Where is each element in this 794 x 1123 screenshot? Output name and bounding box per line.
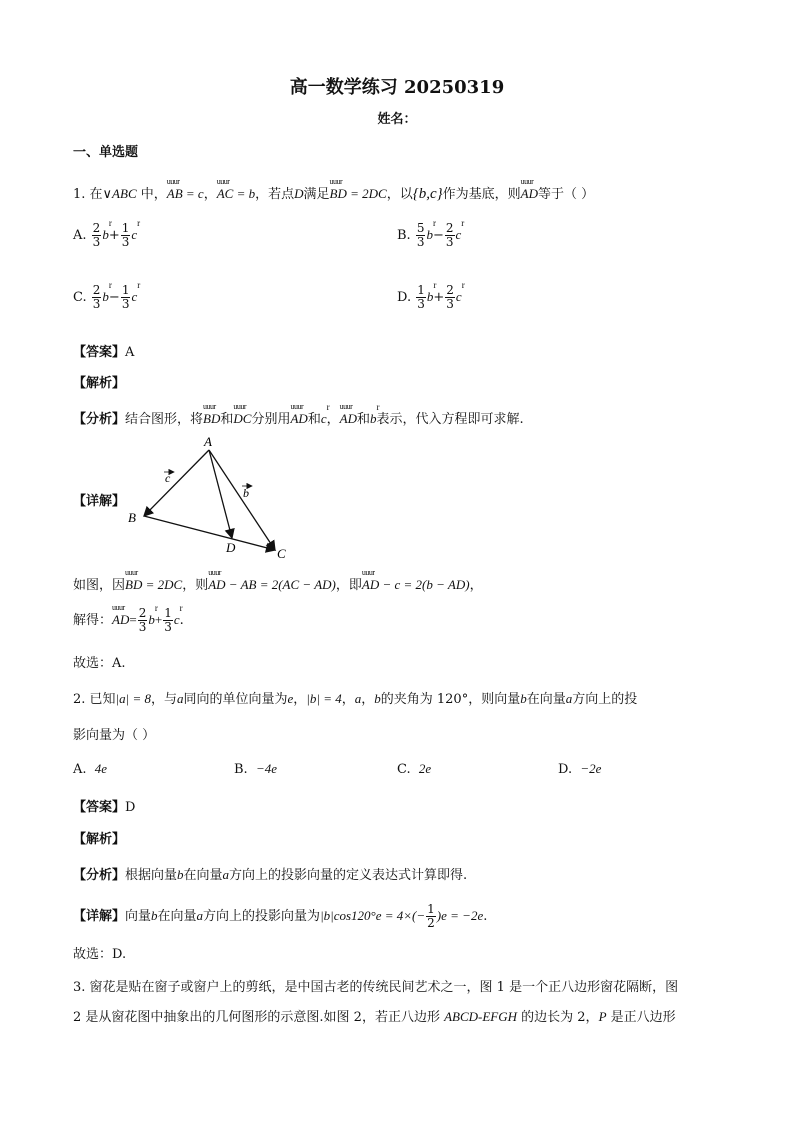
triangle-figure: [120, 432, 300, 564]
q1-option-a[interactable]: [73, 222, 137, 249]
q2-option-b[interactable]: B. −4e: [234, 761, 277, 777]
q3-stem-line2: 2 是从窗花图中抽象出的几何图形的示意图.如图 2，若正八边形 ABCD-EFGH 的边长为 2，P 是正八边形: [73, 1009, 676, 1025]
vector: r b: [102, 289, 109, 305]
q2-option-d[interactable]: D. −2e: [558, 761, 602, 777]
q1-point-d: D: [294, 186, 304, 201]
q1-vec-ad: uuur AD: [521, 186, 538, 202]
q2-choose: 故选：D.: [73, 947, 127, 962]
fraction: $\frac{2}{3}$: [92, 283, 101, 311]
operator: +: [108, 228, 120, 243]
label-c: C: [277, 546, 286, 561]
q2-answer: 【答案】D: [73, 800, 136, 815]
answer-value: A: [125, 345, 135, 360]
fraction: $\frac{2}{3}$: [446, 283, 454, 311]
q1-vec-ab: uuur AB = c: [167, 186, 204, 202]
q2-option-c[interactable]: C. 2e: [397, 761, 432, 777]
operator: −: [432, 228, 444, 243]
vector: r c: [131, 227, 137, 243]
page-title: 高一数学练习 20250319: [289, 77, 505, 98]
detail-label: 【详解】: [73, 494, 126, 509]
q1-text: 作为基底，则: [442, 187, 521, 202]
q1-choose: 故选：A.: [73, 656, 126, 671]
q1-fenxi: 【分析】结合图形，将uuur BD和uuur DC分别用uuur AD和r c，uuur AD和r b表示，代入方程即可求解.: [73, 408, 524, 427]
q1-text: 等于（ ）: [537, 187, 595, 202]
q3-stem-line1: 3. 窗花是贴在窗子或窗户上的剪纸，是中国古老的传统民间艺术之一，图 1 是一个正八边形窗花隔断，图: [73, 980, 679, 995]
fenxi-label: 【分析】: [73, 412, 126, 427]
fraction: $\frac{5}{3}$: [416, 221, 425, 249]
q1-detail-line2: 解得：uuur AD= $\frac{2}{3}$ r b+ $\frac{1}{3}$ r c.: [73, 607, 184, 634]
analysis-label: 【解析】: [73, 376, 126, 391]
q1-text: ，: [203, 187, 217, 202]
vector: r b: [426, 227, 433, 243]
fraction: $\frac{2}{3}$: [92, 221, 101, 249]
q1-basis: {b,c}: [412, 186, 443, 202]
q1-stem: [73, 183, 594, 203]
operator: +: [433, 290, 445, 305]
segment-ad: [209, 450, 232, 538]
q2-analysis-label: 【解析】: [73, 832, 126, 847]
q1-text: ，以: [386, 187, 413, 202]
q1-option-d[interactable]: [397, 284, 462, 311]
answer-label: 【答案】: [73, 345, 126, 360]
label-vec-c: c: [165, 471, 171, 485]
q2-option-a[interactable]: A. 4e: [73, 761, 108, 777]
q1-vec-bd: uuur BD = 2DC: [330, 186, 387, 202]
option-letter: A.: [73, 228, 87, 243]
q1-text: ，若点: [255, 187, 295, 202]
option-letter: D.: [397, 290, 412, 305]
section-title: 一、单选题: [73, 145, 139, 160]
q1-vec-ac: uuur AC = b: [217, 186, 255, 202]
fraction: $\frac{1}{3}$: [121, 221, 130, 249]
fraction: $\frac{1}{3}$: [417, 283, 425, 311]
q1-text: 满足: [303, 187, 330, 202]
q2-stem-line1: 2. 已知|a| = 8，与a同向的单位向量为e，|b| = 4，a，b的夹角为 120°，则向量b在向量a方向上的投: [73, 691, 638, 707]
vector: r b: [427, 289, 434, 305]
q1-answer: [73, 341, 134, 360]
fraction: $\frac{2}{3}$: [445, 221, 454, 249]
q1-text: 中，: [136, 187, 167, 202]
q1-detail-line1: 如图，因uuur BD = 2DC，则uuur AD − AB = 2(AC − AD)，即uuur AD − c = 2(b − AD)，: [73, 574, 483, 593]
q1-option-c[interactable]: [73, 284, 137, 311]
label-d: D: [226, 540, 236, 555]
q2-fenxi: 【分析】根据向量b在向量a方向上的投影向量的定义表达式计算即得.: [73, 867, 468, 883]
vector: r b: [102, 227, 109, 243]
fraction: $\frac{1}{3}$: [121, 283, 130, 311]
option-letter: B.: [397, 228, 411, 243]
q1-analysis-label: [73, 372, 125, 391]
q2-stem-line2: 影向量为（ ）: [73, 728, 156, 743]
vector: r c: [131, 289, 137, 305]
operator: −: [108, 290, 120, 305]
q1-option-b[interactable]: [397, 222, 461, 249]
vector: r c: [456, 227, 462, 243]
label-vec-b: b: [243, 486, 249, 500]
segment-ab: [144, 450, 209, 516]
q1-stem-prefix: 1. 在: [73, 187, 103, 202]
q1-detail-label: [73, 490, 125, 509]
name-label: 姓名：: [377, 112, 417, 127]
vector: r c: [456, 289, 462, 305]
label-b: B: [128, 510, 136, 525]
q1-triangle: ∨ABC: [102, 186, 137, 201]
q2-detail: 【详解】向量b在向量a方向上的投影向量为|b|cos120°e = 4×(− $\frac{1}{2}$ )e = −2e.: [73, 902, 488, 930]
option-letter: C.: [73, 290, 87, 305]
label-a: A: [204, 434, 212, 449]
